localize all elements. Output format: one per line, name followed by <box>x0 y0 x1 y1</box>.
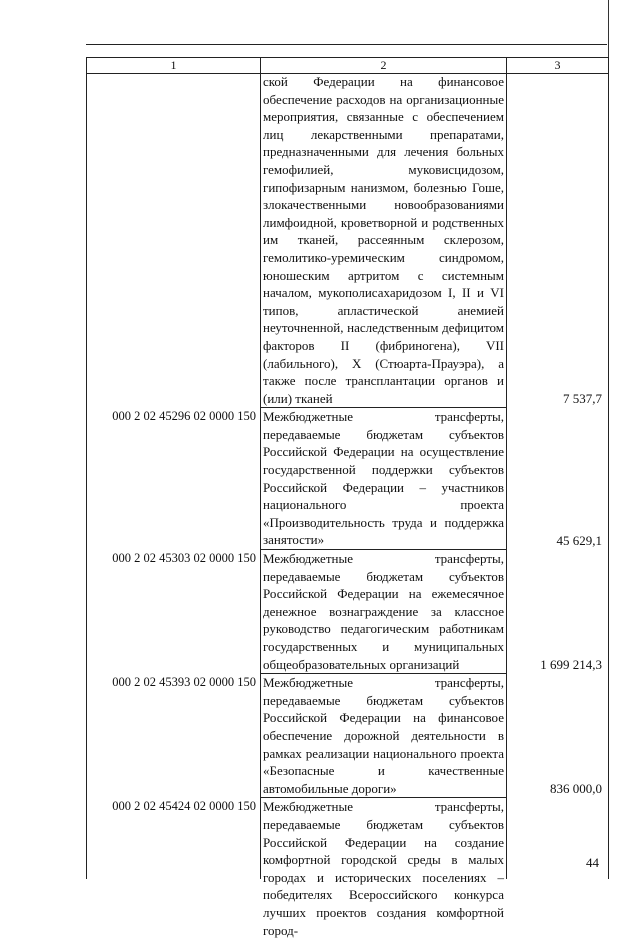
row-code: 000 2 02 45424 02 0000 150 <box>112 799 256 813</box>
row-description: Межбюджетные трансферты, передаваемые бюджетам субъектов Российской Федерации на финансовое обеспечение дорожной деятельности в рамках реализации национального проекта «Безопасные и качественные автомобильные дороги» <box>261 674 506 798</box>
row-amount: 836 000,0 <box>550 781 602 796</box>
header-col-1: 1 <box>170 58 177 72</box>
description-column <box>261 73 506 939</box>
row-description: Межбюджетные трансферты, передаваемые бюджетам субъектов Российской Федерации на осуществление государственной поддержки субъектов Российской Федерации – участников национального проекта «Производительность труда и поддержка занятости» <box>261 408 506 550</box>
row-amount: 7 537,7 <box>563 391 602 406</box>
row-code: 000 2 02 45393 02 0000 150 <box>112 675 256 689</box>
page-number: 44 <box>586 855 599 870</box>
row-code: 000 2 02 45303 02 0000 150 <box>112 551 256 565</box>
row-amount: 45 629,1 <box>556 533 602 548</box>
header-col-3: 3 <box>554 58 561 72</box>
row-description: ской Федерации на финансовое обеспечение расходов на организационные мероприятия, связанные с обеспечением лиц лекарственными препаратами, предназначенными для лечения больных гемофилией, муковисцидозом, гипофизарным нанизмом, болезнью Гоше, злокачественными новообразованиями лимфоидной, кроветворной и родственных им тканей, рассеянным склерозом, гемолитико-уремическим синдромом, юношеским артритом с системным началом, мукополисахаридозом I, II и VI типов, апластической анемией неуточненной, наследственным дефицитом факторов II (фибриногена), VII (лабильного), X (Стюарта-Прауэра), а также после трансплантации органов и (или) тканей <box>261 73 506 408</box>
row-amount: 1 699 214,3 <box>540 657 602 672</box>
row-description: Межбюджетные трансферты, передаваемые бюджетам субъектов Российской Федерации на ежемесячное денежное вознаграждение за классное руководство педагогическим работникам государственных и муниципальных общеобразовательных организаций <box>261 550 506 674</box>
header-col-2: 2 <box>380 58 387 72</box>
budget-table <box>86 57 609 938</box>
row-code: 000 2 02 45296 02 0000 150 <box>112 409 256 423</box>
top-rule <box>86 44 607 45</box>
row-description: Межбюджетные трансферты, передаваемые бюджетам субъектов Российской Федерации на создание комфортной городской среды в малых городах и исторических поселениях – победителях Всероссийского конкурса лучших проектов создания комфортной город- <box>263 799 504 938</box>
column-divider <box>506 57 507 879</box>
page-edge-line <box>608 0 609 60</box>
table-header <box>87 57 608 74</box>
